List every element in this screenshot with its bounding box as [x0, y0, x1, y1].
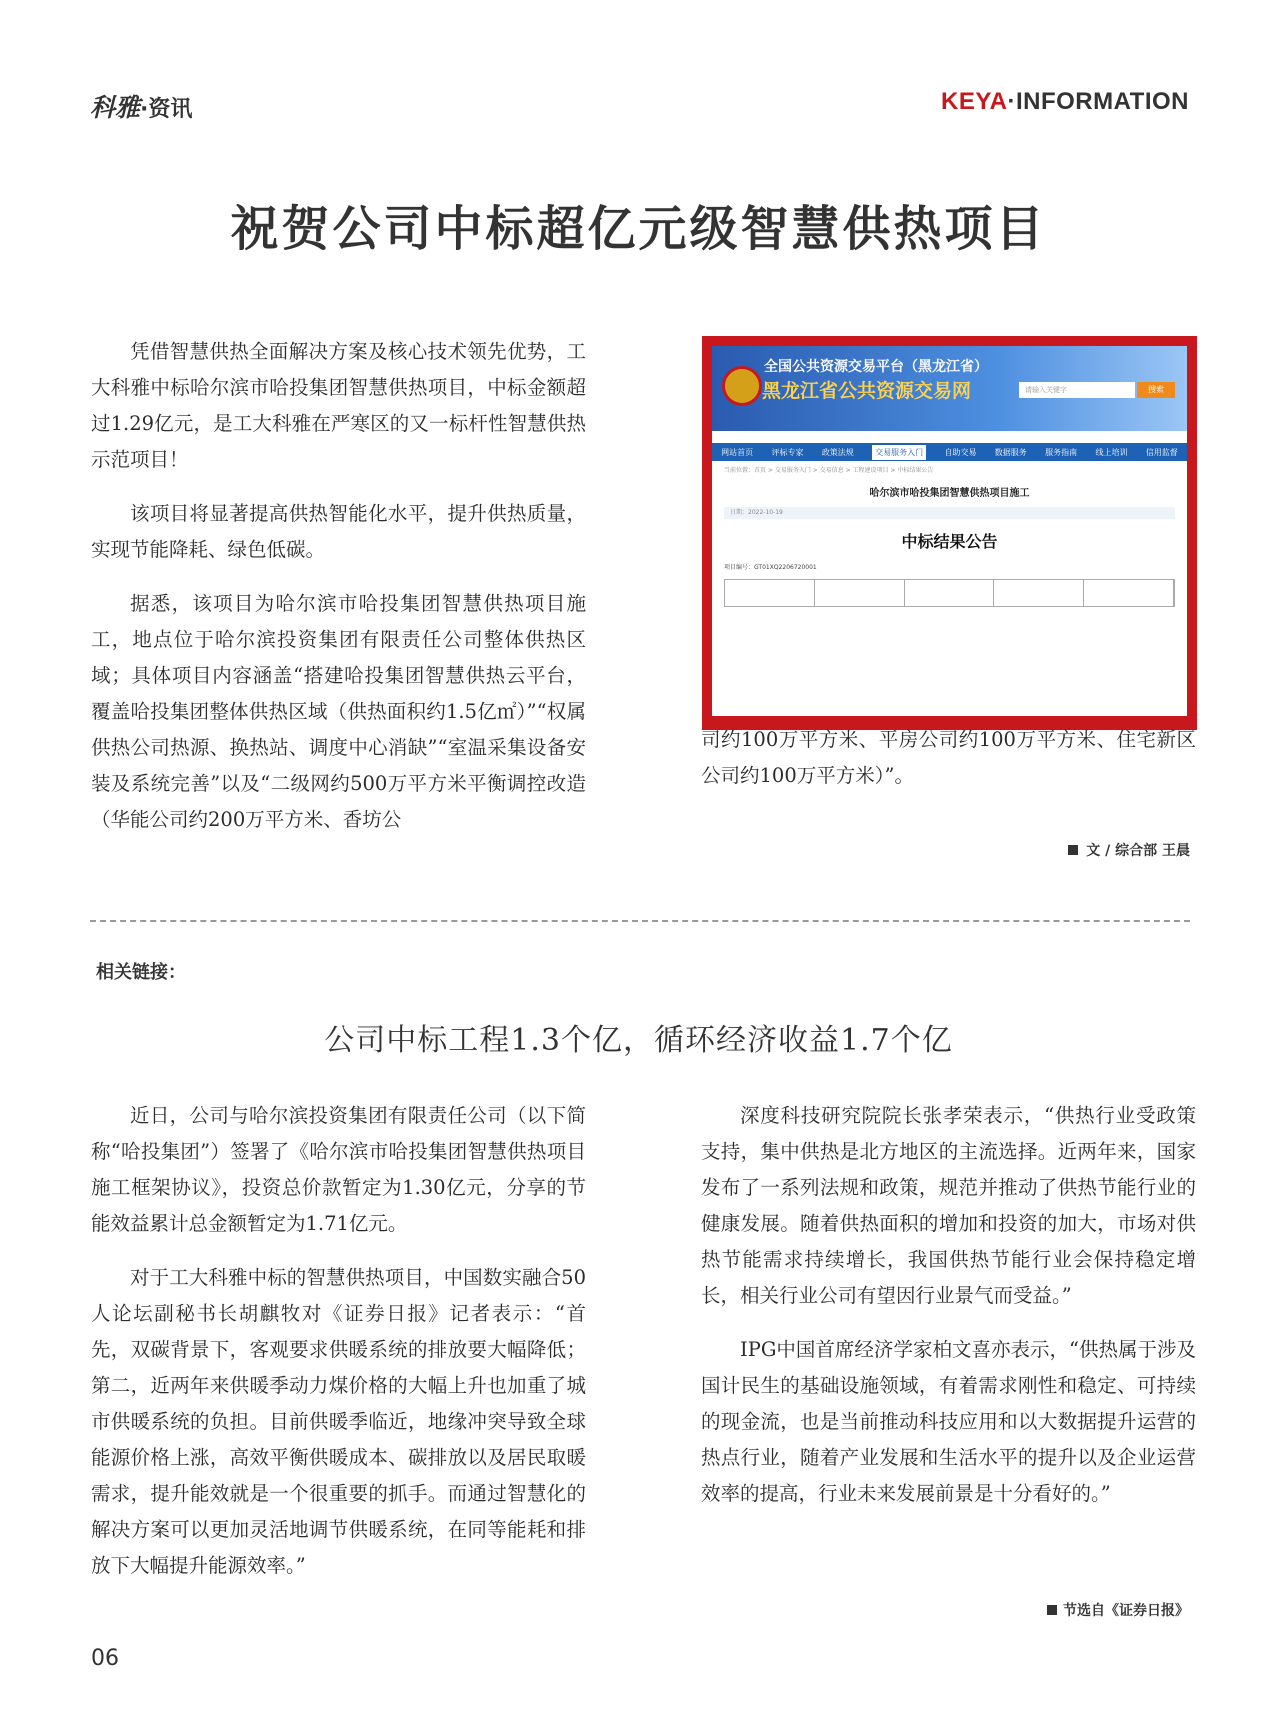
announcement-date: 日期：2022-10-19 [724, 507, 1175, 519]
section-divider [90, 920, 1190, 922]
article-author [1068, 840, 1190, 860]
site-nav-item: 线上培训 [1095, 447, 1128, 457]
site-nav-item: 信用监督 [1145, 447, 1178, 457]
related-links-label: 相关链接： [96, 962, 186, 983]
table-cell [905, 580, 995, 606]
article-continuation [701, 722, 1196, 794]
site-nav-item: 数据服务 [994, 447, 1027, 457]
table-cell [725, 580, 815, 606]
site-banner [712, 346, 1187, 431]
square-bullet-icon [1068, 845, 1078, 855]
announcement-screenshot [702, 336, 1197, 730]
site-nav [712, 443, 1187, 461]
section-en: ·INFORMATION [1007, 88, 1189, 115]
site-search-input: 请输入关键字 [1019, 382, 1135, 398]
article-paragraph: 凭借智慧供热全面解决方案及核心技术领先优势，工大科雅中标哈尔滨市哈投集团智慧供热项目，中标金额超过1.29亿元，是工大科雅在严寒区的又一标杆性智慧供热示范项目！ [91, 340, 586, 471]
project-number: 项目编号：GT01XQ2206720001 [724, 564, 817, 571]
article-column-1 [91, 334, 586, 838]
site-nav-item: 政策法规 [821, 447, 854, 457]
result-title: 中标结果公告 [901, 532, 998, 551]
site-nav-item: 网站首页 [721, 447, 754, 457]
article-title: 祝贺公司中标超亿元级智慧供热项目 [230, 201, 1047, 257]
related-article-title: 公司中标工程1.3个亿，循环经济收益1.7个亿 [324, 1023, 953, 1058]
site-breadcrumb: 当前位置：首页 > 交易服务入门 > 交易信息 > 工程建设项目 > 中标结果公告 [724, 467, 934, 474]
section-name: ·资讯 [140, 97, 193, 122]
header-left [90, 88, 192, 124]
table-cell [994, 580, 1084, 606]
related-column-left [91, 1098, 586, 1584]
table-cell [815, 580, 905, 606]
site-nav-item: 服务指南 [1045, 447, 1078, 457]
table-cell [1084, 580, 1174, 606]
source-note [1047, 1600, 1189, 1620]
article-paragraph: 该项目将显著提高供热智能化水平，提升供热质量，实现节能降耗、绿色低碳。 [91, 502, 586, 561]
related-paragraph: IPG中国首席经济学家柏文喜亦表示，“供热属于涉及国计民生的基础设施领域，有着需求刚性和稳定、可持续的现金流，也是当前推动科技应用和以大数据提升运营的热点行业，随着产业发展和生活水平的提升以及企业运营效率的提高，行业未来发展前景是十分看好的。” [701, 1338, 1196, 1505]
site-search-button: 搜索 [1137, 382, 1175, 398]
brand-en: KEYA [940, 88, 1008, 115]
related-paragraph: 近日，公司与哈尔滨投资集团有限责任公司（以下简称“哈投集团”）签署了《哈尔滨市哈投集团智慧供热项目施工框架协议》，投资总价款暂定为1.30亿元，分享的节能效益累计总金额暂定为1.71亿元。 [91, 1104, 586, 1235]
article-paragraph: 据悉，该项目为哈尔滨市哈投集团智慧供热项目施工，地点位于哈尔滨投资集团有限责任公司整体供热区域；具体项目内容涵盖“搭建哈投集团智慧供热云平台，覆盖哈投集团整体供热区域（供热面积约1.5亿㎡）”“权属供热公司热源、换热站、调度中心消缺”“室温采集设备安装及系统完善”以及“二级网约500万平方米平衡调控改造（华能公司约200万平方米、香坊公 [91, 592, 586, 831]
result-table [724, 579, 1175, 607]
brand-name: 科雅 [90, 93, 141, 122]
site-title-2: 黑龙江省公共资源交易网 [762, 380, 972, 402]
source-text: 节选自《证券日报》 [1063, 1603, 1189, 1619]
article-paragraph-continued: 司约100万平方米、平房公司约100万平方米、住宅新区公司约100万平方米）”。 [701, 728, 1196, 787]
announcement-title: 哈尔滨市哈投集团智慧供热项目施工 [869, 488, 1030, 499]
author-text: 文 / 综合部 王晨 [1086, 843, 1190, 859]
site-nav-item: 评标专家 [771, 447, 804, 457]
site-title-1: 全国公共资源交易平台（黑龙江省） [764, 359, 988, 375]
page-number: 06 [91, 1646, 119, 1671]
related-column-right [701, 1098, 1196, 1512]
related-paragraph: 深度科技研究院院长张孝荣表示，“供热行业受政策支持，集中供热是北方地区的主流选择。近两年来，国家发布了一系列法规和政策，规范并推动了供热节能行业的健康发展。随着供热面积的增加和投资的加大，市场对供热节能需求持续增长，我国供热节能行业会保持稳定增长，相关行业公司有望因行业景气而受益。” [701, 1104, 1196, 1307]
related-paragraph: 对于工大科雅中标的智慧供热项目，中国数实融合50人论坛副秘书长胡麒牧对《证券日报》记者表示：“首先，双碳背景下，客观要求供暖系统的排放要大幅降低；第二，近两年来供暖季动力煤价格的大幅上升也加重了城市供暖系统的负担。目前供暖季临近，地缘冲突导致全球能源价格上涨，高效平衡供暖成本、碳排放以及居民取暖需求，提升能效就是一个很重要的抓手。而通过智慧化的解决方案可以更加灵活地调节供暖系统，在同等能耗和排放下大幅提升能源效率。” [91, 1266, 586, 1577]
site-nav-item: 自助交易 [944, 447, 977, 457]
national-emblem-icon [722, 366, 762, 406]
square-bullet-icon [1047, 1605, 1057, 1615]
site-nav-item-active: 交易服务入门 [872, 445, 926, 460]
screenshot-content [712, 346, 1187, 716]
header-right [941, 88, 1189, 116]
